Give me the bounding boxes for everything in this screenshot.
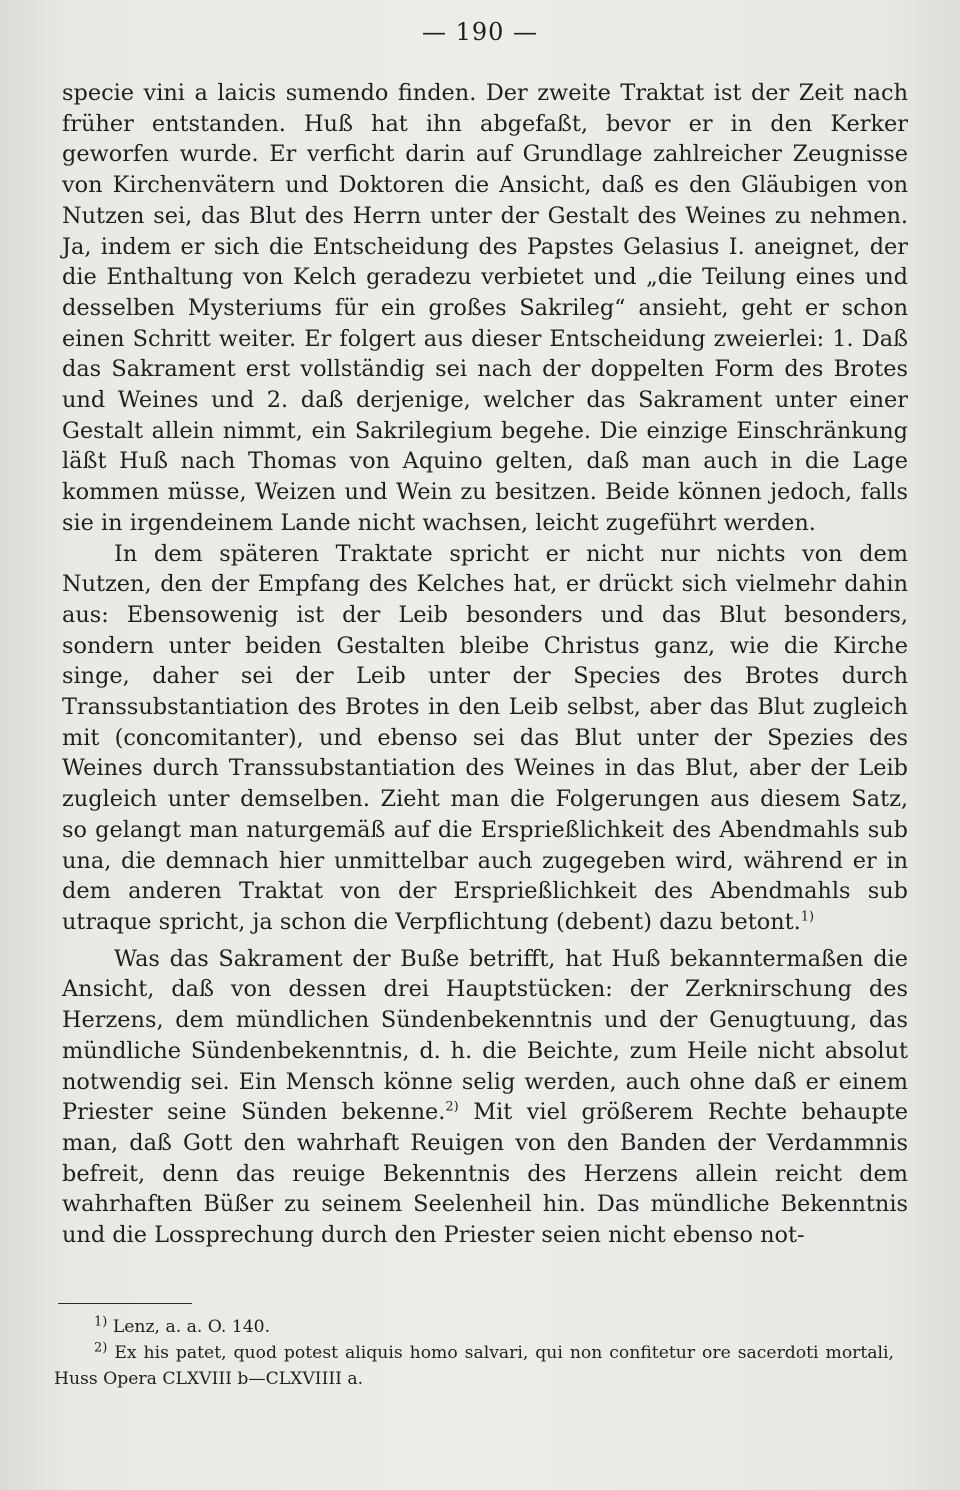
paragraph-3 (62, 944, 908, 1251)
footnote-ref-1: 1) (800, 909, 815, 925)
footnote-mark-2: 2) (94, 1340, 108, 1356)
paragraph-1: specie vini a laicis sumendo finden. Der zweite Traktat ist der Zeit nach früher entstanden. Huß hat ihn abgefaßt, bevor er in den Kerker geworfen wurde. Er verficht darin auf Grundlage zahlreicher Zeugnisse von Kirchenvätern und Doktoren die Ansicht, daß es den Gläubigen von Nutzen sei, das Blut des Herrn unter der Gestalt des Weines zu nehmen. Ja, indem er sich die Entscheidung des Papstes Gelasius I. aneignet, der die Enthaltung von Kelch geradezu verbietet und „die Teilung eines und desselben Mysteriums für ein großes Sakrileg“ ansieht, geht er schon einen Schritt weiter. Er folgert aus dieser Entscheidung zweierlei: 1. Daß das Sakrament erst vollständig sei nach der doppelten Form des Brotes und Weines und 2. daß derjenige, welcher das Sakrament unter einer Gestalt allein nimmt, ein Sakrilegium begehe. Die einzige Einschränkung läßt Huß nach Thomas von Aquino gelten, daß man auch in die Lage kommen müsse, Weizen und Wein zu besitzen. Beide können jedoch, falls sie in irgendeinem Lande nicht wachsen, leicht zugeführt werden. (62, 80, 908, 536)
paragraph-3-text: Was das Sakrament der Buße betrifft, hat Huß bekanntermaßen die Ansicht, daß von dessen drei Hauptstücken: der Zerknirschung des Herzens, dem mündlichen Sündenbekenntnis und der Genugtuung, das mündliche Sündenbekenntnis, d. h. die Beichte, zum Heile nicht absolut notwendig sei. Ein Mensch könne selig werden, auch ohne daß er einem Priester seine Sünden bekenne. (62, 945, 908, 1126)
footnote-1-text: Lenz, a. a. O. 140. (112, 1317, 271, 1337)
footnote-2-text: Ex his patet, quod potest aliquis homo salvari, qui non confitetur ore sacerdoti mortali, Huss Opera CLXVIII b—CLXVIIII a. (54, 1343, 894, 1389)
paragraph-3-continuation: Mit viel größerem Rechte behaupte man, daß Gott den wahrhaft Reuigen von den Banden der Verdammnis befreit, denn das reuige Bekenntnis des Herzens allein reicht dem wahrhaften Büßer zu seinem Seelenheil hin. Das mündliche Bekenntnis und die Lossprechung durch den Priester seien nicht ebenso not- (62, 1099, 908, 1249)
paragraph-2-text: In dem späteren Traktate spricht er nicht nur nichts von dem Nutzen, den der Empfang des Kelches hat, er drückt sich vielmehr dahin aus: Ebensowenig ist der Leib besonders und das Blut besonders, sondern unter beiden Gestalten bleibe Christus ganz, wie die Kirche singe, daher sei der Leib unter der Species des Brotes durch Transsubstantiation des Brotes in den Leib selbst, aber das Blut zugleich mit (concomitanter), und ebenso sei das Blut unter der Spezies des Weines durch Transsubstantiation des Weines in das Blut, aber der Leib zugleich unter demselben. Zieht man die Folgerungen aus diesem Satz, so gelangt man naturgemäß auf die Ersprießlichkeit des Abendmahls sub una, die demnach hier unmittelbar auch zugegeben wird, während er in dem anderen Traktat von der Ersprießlichkeit des Abendmahls sub utraque spricht, ja schon die Verpflichtung (debent) dazu betont. (62, 540, 908, 935)
paragraph-2 (62, 539, 908, 938)
footnote-ref-2: 2) (445, 1099, 459, 1115)
footnote-divider (58, 1303, 192, 1304)
footnote-2 (54, 1340, 894, 1392)
footnote-mark-1: 1) (94, 1314, 108, 1330)
footnotes (54, 1314, 894, 1392)
body-text (62, 78, 908, 1251)
page-number: — 190 — (421, 18, 539, 46)
footnote-1 (54, 1314, 894, 1340)
